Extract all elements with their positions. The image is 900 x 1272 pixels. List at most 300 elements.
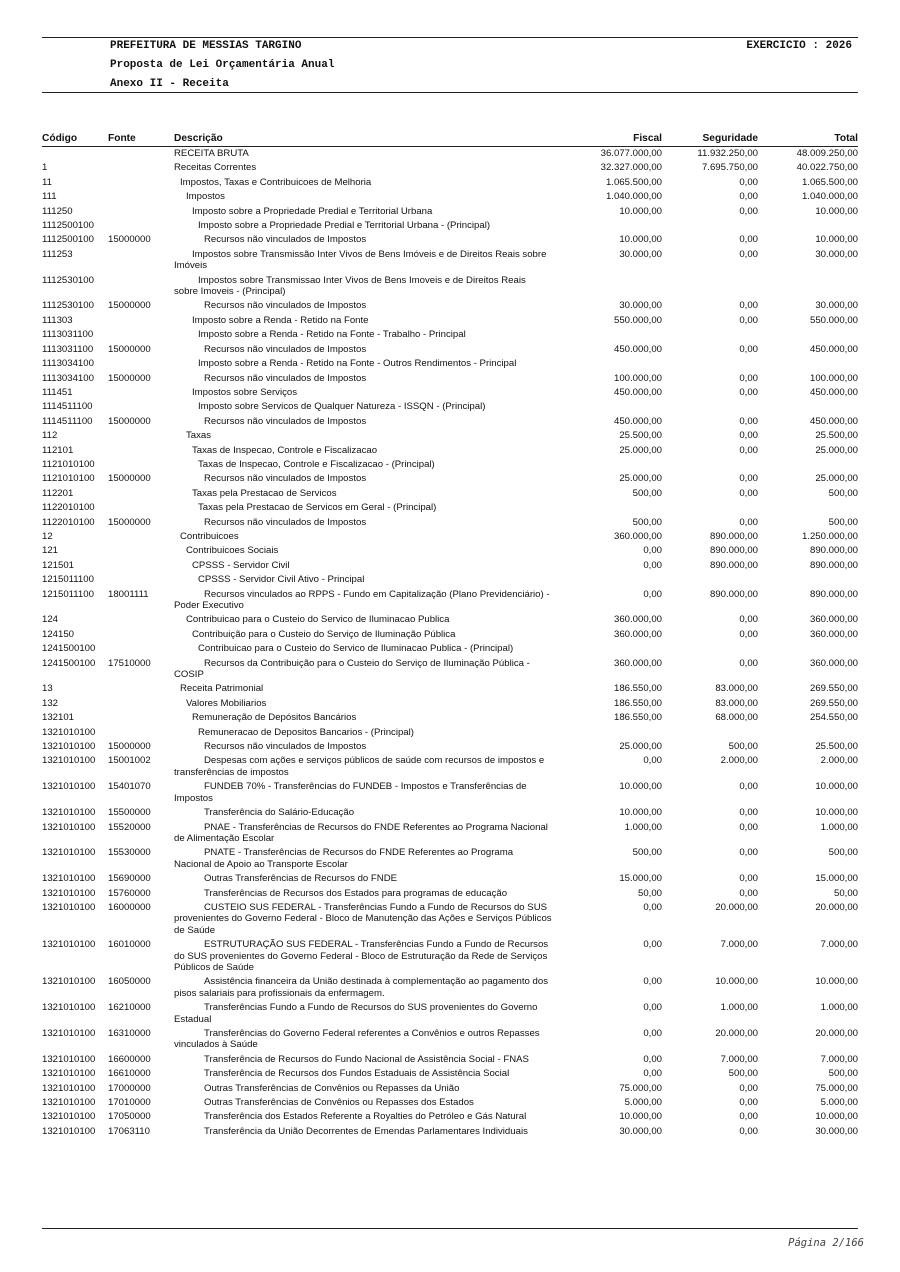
cell-descricao: Impostos, Taxas e Contribuicoes de Melhoria bbox=[180, 176, 372, 188]
table-row bbox=[42, 574, 858, 588]
cell-codigo: 12 bbox=[42, 530, 53, 542]
cell-total: 1.250.000,00 bbox=[801, 530, 858, 542]
cell-total: 450.000,00 bbox=[809, 343, 858, 355]
cell-fonte bbox=[108, 698, 174, 712]
table-row bbox=[42, 220, 858, 234]
cell-codigo: 1112530100 bbox=[42, 274, 94, 286]
cell-total: 20.000,00 bbox=[815, 901, 858, 913]
cell-descricao: Contribuição para o Custeio do Serviço de Iluminação Pública bbox=[192, 628, 456, 640]
cell-fonte: 15401070 bbox=[108, 781, 151, 793]
cell-descricao: Outras Transferências de Convênios ou Repasses dos Estados bbox=[204, 1097, 474, 1109]
cell-total: 890.000,00 bbox=[809, 588, 858, 600]
cell-total: 30.000,00 bbox=[815, 248, 858, 260]
cell-fonte: 16610000 bbox=[108, 1068, 151, 1080]
cell-seguridade: 0,00 bbox=[739, 372, 758, 384]
cell-fonte: 15000000 bbox=[108, 234, 151, 246]
cell-codigo: 1321010100 bbox=[42, 781, 96, 793]
cell-fiscal: 1.040.000,00 bbox=[605, 191, 662, 203]
cell-seguridade: 890.000,00 bbox=[709, 545, 758, 557]
cell-fiscal: 75.000,00 bbox=[619, 1082, 662, 1094]
cell-fonte: 17000000 bbox=[108, 1082, 151, 1094]
table-row bbox=[42, 206, 858, 220]
cell-fiscal bbox=[566, 727, 662, 741]
cell-fonte: 16000000 bbox=[108, 901, 151, 913]
cell-fiscal: 500,00 bbox=[632, 847, 662, 859]
cell-seguridade: 0,00 bbox=[739, 386, 758, 398]
cell-seguridade bbox=[662, 401, 758, 415]
cell-seguridade bbox=[662, 358, 758, 372]
footer-rule bbox=[42, 1228, 858, 1229]
cell-descricao: CPSSS - Servidor Civil bbox=[192, 559, 290, 571]
table-row bbox=[42, 727, 858, 741]
table-row bbox=[42, 401, 858, 415]
table-row bbox=[42, 1068, 858, 1082]
cell-fonte bbox=[108, 531, 174, 545]
cell-descricao: Contribuicao para o Custeio do Servico de Iluminacao Publica bbox=[186, 614, 450, 626]
cell-codigo: 1321010100 bbox=[42, 1053, 96, 1065]
cell-seguridade: 0,00 bbox=[739, 807, 758, 819]
cell-descricao: Transferência de Recursos do Fundo Nacional de Assistência Social - FNAS bbox=[204, 1053, 529, 1065]
cell-total: 75.000,00 bbox=[815, 1082, 858, 1094]
table-row bbox=[42, 177, 858, 191]
cell-descricao: Taxas de Inspecao, Controle e Fiscalizacao - (Principal) bbox=[198, 458, 435, 470]
cell-fiscal: 550.000,00 bbox=[613, 314, 662, 326]
cell-seguridade: 890.000,00 bbox=[709, 559, 758, 571]
cell-total: 1.065.500,00 bbox=[801, 176, 858, 188]
cell-seguridade: 0,00 bbox=[739, 657, 758, 669]
table-row bbox=[42, 1126, 858, 1140]
cell-fiscal: 186.550,00 bbox=[613, 683, 662, 695]
cell-fonte: 15500000 bbox=[108, 807, 151, 819]
cell-seguridade: 83.000,00 bbox=[715, 697, 758, 709]
cell-seguridade: 0,00 bbox=[739, 473, 758, 485]
col-header-total: Total bbox=[758, 133, 858, 147]
cell-total: 1.000,00 bbox=[820, 821, 858, 833]
cell-fonte bbox=[108, 643, 174, 657]
cell-descricao: Impostos sobre Transmissao Inter Vivos de Bens Imoveis e de Direitos Reais sobre Imoveis - (Principal) bbox=[174, 274, 526, 298]
cell-fonte: 17510000 bbox=[108, 657, 151, 669]
cell-seguridade bbox=[662, 574, 758, 588]
cell-codigo: 1122010100 bbox=[42, 516, 95, 528]
cell-fiscal bbox=[566, 502, 662, 516]
receita-table bbox=[42, 133, 858, 1140]
cell-fonte bbox=[108, 683, 174, 697]
cell-fonte bbox=[108, 358, 174, 372]
cell-seguridade: 83.000,00 bbox=[715, 683, 758, 695]
cell-fiscal: 500,00 bbox=[632, 487, 662, 499]
cell-codigo: 112 bbox=[42, 430, 58, 442]
cell-descricao: Recursos não vinculados de Impostos bbox=[204, 415, 367, 427]
cell-seguridade: 0,00 bbox=[739, 248, 758, 260]
cell-seguridade bbox=[662, 459, 758, 473]
cell-seguridade: 0,00 bbox=[739, 205, 758, 217]
cell-codigo: 1113031100 bbox=[42, 343, 94, 355]
cell-codigo: 1321010100 bbox=[42, 887, 96, 899]
table-row bbox=[42, 488, 858, 502]
cell-total: 30.000,00 bbox=[815, 300, 858, 312]
cell-total: 450.000,00 bbox=[809, 415, 858, 427]
cell-descricao: Imposto sobre a Renda - Retido na Fonte - Trabalho - Principal bbox=[198, 329, 466, 341]
cell-total bbox=[758, 329, 858, 343]
cell-codigo: 1215011100 bbox=[42, 574, 94, 586]
table-row bbox=[42, 712, 858, 726]
table-row bbox=[42, 847, 858, 873]
col-header-fiscal: Fiscal bbox=[566, 133, 662, 147]
table-row bbox=[42, 822, 858, 848]
cell-descricao: PNATE - Transferências de Recursos do FNDE Referentes ao Programa Nacional de Apoio ao Transporte Escolar bbox=[174, 847, 514, 870]
table-row bbox=[42, 191, 858, 205]
cell-seguridade: 0,00 bbox=[739, 314, 758, 326]
cell-fiscal: 450.000,00 bbox=[613, 415, 662, 427]
cell-descricao: Outras Transferências de Recursos do FNDE bbox=[204, 873, 398, 885]
cell-fonte: 16310000 bbox=[108, 1028, 151, 1039]
cell-codigo: 1241500100 bbox=[42, 643, 96, 655]
page-number: Página 2/166 bbox=[788, 1237, 864, 1249]
table-row bbox=[42, 888, 858, 902]
cell-fonte bbox=[108, 574, 174, 588]
cell-codigo: 1321010100 bbox=[42, 939, 96, 951]
cell-seguridade: 1.000,00 bbox=[720, 1002, 758, 1014]
cell-descricao: Despesas com ações e serviços públicos de saúde com recursos de impostos e transferências de impostos bbox=[174, 755, 545, 778]
cell-fiscal: 186.550,00 bbox=[613, 712, 662, 724]
cell-fiscal: 0,00 bbox=[643, 1002, 662, 1014]
cell-seguridade: 0,00 bbox=[739, 300, 758, 312]
table-row bbox=[42, 1028, 858, 1054]
cell-seguridade: 500,00 bbox=[728, 741, 758, 753]
cell-total: 25.500,00 bbox=[815, 430, 858, 442]
cell-fiscal bbox=[566, 574, 662, 588]
cell-total: 10.000,00 bbox=[815, 781, 858, 793]
cell-codigo: 11 bbox=[42, 176, 52, 188]
cell-codigo: 1321010100 bbox=[42, 821, 96, 833]
cell-fiscal: 500,00 bbox=[632, 516, 662, 528]
cell-descricao: Recursos não vinculados de Impostos bbox=[204, 234, 367, 246]
cell-seguridade bbox=[662, 329, 758, 343]
cell-fiscal: 1.000,00 bbox=[624, 821, 662, 833]
cell-descricao: Taxas pela Prestacao de Servicos bbox=[192, 487, 337, 499]
cell-seguridade: 500,00 bbox=[728, 1068, 758, 1080]
cell-descricao: FUNDEB 70% - Transferências do FUNDEB - Impostos e Transferências de Impostos bbox=[174, 781, 527, 804]
cell-descricao: Receitas Correntes bbox=[174, 162, 257, 174]
cell-codigo: 1321010100 bbox=[42, 1111, 96, 1123]
cell-codigo: 1321010100 bbox=[42, 873, 96, 885]
table-row bbox=[42, 249, 858, 275]
cell-seguridade: 0,00 bbox=[739, 191, 758, 203]
cell-fiscal: 0,00 bbox=[643, 939, 662, 951]
table-row bbox=[42, 275, 858, 301]
cell-fonte bbox=[108, 629, 174, 643]
cell-codigo: 111250 bbox=[42, 205, 73, 217]
cell-descricao: Imposto sobre a Propriedade Predial e Territorial Urbana - (Principal) bbox=[198, 220, 491, 232]
table-row bbox=[42, 781, 858, 807]
cell-fiscal: 5.000,00 bbox=[624, 1097, 662, 1109]
cell-fonte: 15000000 bbox=[108, 741, 151, 753]
cell-seguridade: 7.000,00 bbox=[720, 1053, 758, 1065]
table-row bbox=[42, 614, 858, 628]
cell-total bbox=[758, 727, 858, 741]
table-row bbox=[42, 300, 858, 314]
cell-seguridade bbox=[662, 220, 758, 234]
cell-total: 254.550,00 bbox=[809, 712, 858, 724]
cell-total: 269.550,00 bbox=[809, 697, 858, 709]
cell-seguridade: 890.000,00 bbox=[709, 588, 758, 600]
cell-total: 360.000,00 bbox=[809, 628, 858, 640]
org-name: PREFEITURA DE MESSIAS TARGINO bbox=[110, 40, 302, 52]
cell-descricao: Impostos sobre Transmissão Inter Vivos de Bens Imóveis e de Direitos Reais sobre Imóveis bbox=[174, 248, 547, 272]
cell-codigo: 112201 bbox=[42, 487, 74, 499]
cell-codigo: 111253 bbox=[42, 248, 73, 260]
cell-total: 500,00 bbox=[828, 847, 858, 859]
cell-total: 50,00 bbox=[833, 887, 858, 899]
cell-descricao: Taxas bbox=[186, 430, 212, 442]
table-row bbox=[42, 502, 858, 516]
cell-seguridade: 20.000,00 bbox=[715, 1028, 758, 1039]
cell-fiscal: 0,00 bbox=[643, 976, 662, 988]
cell-descricao: RECEITA BRUTA bbox=[174, 148, 249, 159]
table-row bbox=[42, 517, 858, 531]
cell-fonte: 16210000 bbox=[108, 1002, 151, 1014]
header-top-rule bbox=[42, 37, 858, 38]
table-row bbox=[42, 589, 858, 615]
cell-seguridade: 2.000,00 bbox=[720, 755, 758, 767]
cell-fiscal: 50,00 bbox=[637, 887, 662, 899]
cell-fiscal: 36.077.000,00 bbox=[600, 148, 662, 159]
table-row bbox=[42, 741, 858, 755]
cell-seguridade bbox=[662, 275, 758, 301]
cell-fiscal bbox=[566, 220, 662, 234]
cell-descricao: Receita Patrimonial bbox=[180, 683, 264, 695]
cell-fiscal bbox=[566, 459, 662, 473]
table-row bbox=[42, 643, 858, 657]
cell-fiscal: 0,00 bbox=[643, 1068, 662, 1080]
table-row bbox=[42, 683, 858, 697]
cell-seguridade: 0,00 bbox=[739, 430, 758, 442]
cell-descricao: Outras Transferências de Convênios ou Repasses da União bbox=[204, 1082, 460, 1094]
cell-total: 25.500,00 bbox=[815, 741, 858, 753]
cell-seguridade: 0,00 bbox=[739, 487, 758, 499]
cell-fiscal: 30.000,00 bbox=[619, 1125, 662, 1137]
cell-fiscal: 10.000,00 bbox=[619, 234, 662, 246]
cell-descricao: Transferências Fundo a Fundo de Recursos do SUS provenientes do Governo Estadual bbox=[174, 1002, 538, 1025]
cell-fiscal: 30.000,00 bbox=[619, 248, 662, 260]
cell-fonte: 15000000 bbox=[108, 473, 151, 485]
cell-seguridade: 0,00 bbox=[739, 847, 758, 859]
cell-total bbox=[758, 459, 858, 473]
cell-codigo: 1 bbox=[42, 162, 48, 174]
cell-seguridade: 0,00 bbox=[739, 873, 758, 885]
cell-descricao: Transferência do Salário-Educação bbox=[204, 807, 355, 819]
cell-descricao: Impostos sobre Serviços bbox=[192, 386, 298, 398]
cell-codigo: 1321010100 bbox=[42, 741, 96, 753]
cell-codigo: 132 bbox=[42, 697, 59, 709]
cell-total bbox=[758, 643, 858, 657]
cell-seguridade: 0,00 bbox=[739, 234, 758, 246]
cell-codigo: 1321010100 bbox=[42, 847, 96, 859]
cell-total: 1.000,00 bbox=[820, 1002, 858, 1014]
cell-descricao: CUSTEIO SUS FEDERAL - Transferências Fundo a Fundo de Recursos do SUS provenientes do Governo Federal - Bloco de Manutenção das Ações e Serviços Públicos de Saúde bbox=[174, 901, 552, 936]
cell-codigo: 112101 bbox=[42, 444, 74, 456]
cell-codigo: 124 bbox=[42, 614, 59, 626]
annex-title: Anexo II - Receita bbox=[110, 78, 229, 90]
cell-fonte: 15000000 bbox=[108, 516, 151, 528]
cell-fiscal: 360.000,00 bbox=[613, 614, 662, 626]
cell-descricao: Imposto sobre a Propriedade Predial e Territorial Urbana bbox=[192, 205, 433, 217]
cell-descricao: Remuneração de Depósitos Bancários bbox=[192, 712, 357, 724]
cell-fonte: 15000000 bbox=[108, 372, 151, 384]
cell-fiscal: 360.000,00 bbox=[613, 657, 662, 669]
cell-fiscal: 450.000,00 bbox=[613, 386, 662, 398]
cell-seguridade bbox=[662, 643, 758, 657]
cell-total: 360.000,00 bbox=[809, 657, 858, 669]
col-header-seguridade: Seguridade bbox=[662, 133, 758, 147]
cell-codigo: 1321010100 bbox=[42, 755, 96, 767]
col-header-codigo: Código bbox=[42, 133, 108, 147]
cell-fonte bbox=[108, 712, 174, 726]
cell-codigo: 124150 bbox=[42, 628, 75, 640]
cell-seguridade: 20.000,00 bbox=[715, 901, 758, 913]
cell-fonte: 15530000 bbox=[108, 847, 151, 859]
cell-descricao: Imposto sobre Servicos de Qualquer Natureza - ISSQN - (Principal) bbox=[198, 401, 486, 413]
cell-descricao: Recursos não vinculados de Impostos bbox=[204, 300, 367, 312]
cell-total: 500,00 bbox=[828, 487, 858, 499]
cell-fonte bbox=[108, 488, 174, 502]
cell-descricao: ESTRUTURAÇÃO SUS FEDERAL - Transferências Fundo a Fundo de Recursos do SUS provenientes do Governo Federal - Bloco de Estruturação da Rede de Serviços Públicos de Saúde bbox=[174, 939, 549, 973]
cell-descricao: Transferências de Recursos dos Estados para programas de educação bbox=[204, 887, 508, 899]
cell-fiscal: 15.000,00 bbox=[619, 873, 662, 885]
cell-fonte: 15001002 bbox=[108, 755, 151, 767]
cell-total: 10.000,00 bbox=[815, 807, 858, 819]
cell-codigo: 1121010100 bbox=[42, 458, 95, 470]
cell-fonte bbox=[108, 459, 174, 473]
cell-total: 10.000,00 bbox=[815, 234, 858, 246]
col-header-fonte: Fonte bbox=[108, 133, 174, 147]
cell-total: 500,00 bbox=[828, 1068, 858, 1080]
cell-fiscal: 450.000,00 bbox=[613, 343, 662, 355]
cell-descricao: Transferência da União Decorrentes de Emendas Parlamentares Individuais bbox=[204, 1125, 528, 1137]
cell-fonte bbox=[108, 191, 174, 205]
cell-descricao: Contribuicoes Sociais bbox=[186, 545, 279, 557]
cell-total: 550.000,00 bbox=[809, 314, 858, 326]
cell-total: 40.022.750,00 bbox=[796, 162, 858, 174]
cell-total: 20.000,00 bbox=[815, 1028, 858, 1039]
cell-codigo: 1321010100 bbox=[42, 1068, 96, 1080]
cell-seguridade: 0,00 bbox=[739, 614, 758, 626]
cell-descricao: Imposto sobre a Renda - Retido na Fonte - Outros Rendimentos - Principal bbox=[198, 358, 517, 370]
cell-fonte bbox=[108, 401, 174, 415]
cell-codigo: 111303 bbox=[42, 314, 73, 326]
cell-total: 269.550,00 bbox=[809, 683, 858, 695]
cell-fiscal: 25.000,00 bbox=[619, 444, 662, 456]
cell-fiscal: 186.550,00 bbox=[613, 697, 662, 709]
cell-descricao: Recursos da Contribuição para o Custeio do Serviço de Iluminação Pública - COSIP bbox=[174, 657, 530, 681]
cell-total: 2.000,00 bbox=[820, 755, 858, 767]
table-header-row bbox=[42, 133, 858, 147]
cell-total: 30.000,00 bbox=[815, 1125, 858, 1137]
cell-codigo: 1121010100 bbox=[42, 473, 95, 485]
table-row bbox=[42, 629, 858, 643]
cell-seguridade: 0,00 bbox=[739, 415, 758, 427]
cell-fonte bbox=[108, 177, 174, 191]
cell-descricao: Impostos bbox=[186, 191, 225, 203]
document-title: Proposta de Lei Orçamentária Anual bbox=[110, 59, 335, 71]
cell-codigo: 1113034100 bbox=[42, 358, 94, 370]
cell-seguridade: 0,00 bbox=[739, 887, 758, 899]
cell-seguridade: 0,00 bbox=[739, 628, 758, 640]
cell-total: 7.000,00 bbox=[820, 939, 858, 951]
cell-seguridade: 0,00 bbox=[739, 821, 758, 833]
cell-fonte: 17050000 bbox=[108, 1111, 151, 1123]
cell-fonte: 16600000 bbox=[108, 1053, 151, 1065]
cell-total: 360.000,00 bbox=[809, 614, 858, 626]
cell-fiscal: 0,00 bbox=[643, 588, 662, 600]
cell-fonte bbox=[108, 147, 174, 163]
cell-codigo: 1215011100 bbox=[42, 588, 94, 600]
cell-total: 450.000,00 bbox=[809, 386, 858, 398]
cell-fiscal bbox=[566, 358, 662, 372]
cell-codigo: 121501 bbox=[42, 559, 75, 571]
cell-fonte bbox=[108, 545, 174, 559]
cell-descricao: Recursos não vinculados de Impostos bbox=[204, 372, 367, 384]
cell-codigo: 1113034100 bbox=[42, 372, 94, 384]
table-row bbox=[42, 329, 858, 343]
cell-total: 25.000,00 bbox=[815, 444, 858, 456]
cell-fiscal: 0,00 bbox=[643, 1028, 662, 1039]
cell-descricao: Recursos vinculados ao RPPS - Fundo em Capitalização (Plano Previdenciário) - Poder Executivo bbox=[174, 588, 550, 611]
cell-descricao: PNAE - Transferências de Recursos do FNDE Referentes ao Programa Nacional de Alimentação Escolar bbox=[174, 821, 548, 844]
cell-total: 10.000,00 bbox=[815, 976, 858, 988]
cell-fonte bbox=[108, 502, 174, 516]
cell-descricao: Valores Mobiliarios bbox=[186, 697, 267, 709]
cell-fonte bbox=[108, 430, 174, 444]
cell-fonte: 15520000 bbox=[108, 821, 151, 833]
cell-descricao: Transferência dos Estados Referente a Royalties do Petróleo e Gás Natural bbox=[204, 1111, 527, 1123]
cell-fiscal: 0,00 bbox=[643, 901, 662, 913]
table-row bbox=[42, 939, 858, 976]
cell-total: 25.000,00 bbox=[815, 473, 858, 485]
cell-fiscal: 360.000,00 bbox=[613, 628, 662, 640]
table-row bbox=[42, 902, 858, 939]
cell-fonte: 17010000 bbox=[108, 1097, 151, 1109]
cell-fonte bbox=[108, 387, 174, 401]
table-row bbox=[42, 344, 858, 358]
table-row bbox=[42, 873, 858, 887]
cell-descricao: CPSSS - Servidor Civil Ativo - Principal bbox=[198, 574, 365, 586]
cell-total bbox=[758, 275, 858, 301]
cell-total: 48.009.250,00 bbox=[796, 148, 858, 159]
cell-codigo: 1112500100 bbox=[42, 220, 94, 232]
cell-fonte bbox=[108, 727, 174, 741]
cell-fiscal: 10.000,00 bbox=[619, 807, 662, 819]
table-row bbox=[42, 234, 858, 248]
table-row bbox=[42, 545, 858, 559]
cell-codigo: 1321010100 bbox=[42, 1082, 96, 1094]
table-row bbox=[42, 459, 858, 473]
cell-fiscal: 25.000,00 bbox=[619, 473, 662, 485]
table-row bbox=[42, 1083, 858, 1097]
cell-seguridade: 0,00 bbox=[739, 1082, 758, 1094]
cell-fiscal bbox=[566, 275, 662, 301]
cell-descricao: Recursos não vinculados de Impostos bbox=[204, 516, 367, 528]
cell-total: 10.000,00 bbox=[815, 205, 858, 217]
cell-seguridade bbox=[662, 727, 758, 741]
cell-fiscal: 10.000,00 bbox=[619, 781, 662, 793]
cell-codigo: 1321010100 bbox=[42, 976, 96, 988]
header-bottom-rule bbox=[42, 92, 858, 93]
cell-codigo: 1321010100 bbox=[42, 901, 96, 913]
cell-fiscal: 25.500,00 bbox=[619, 430, 662, 442]
cell-seguridade: 11.932.250,00 bbox=[697, 148, 758, 159]
cell-seguridade: 0,00 bbox=[739, 516, 758, 528]
